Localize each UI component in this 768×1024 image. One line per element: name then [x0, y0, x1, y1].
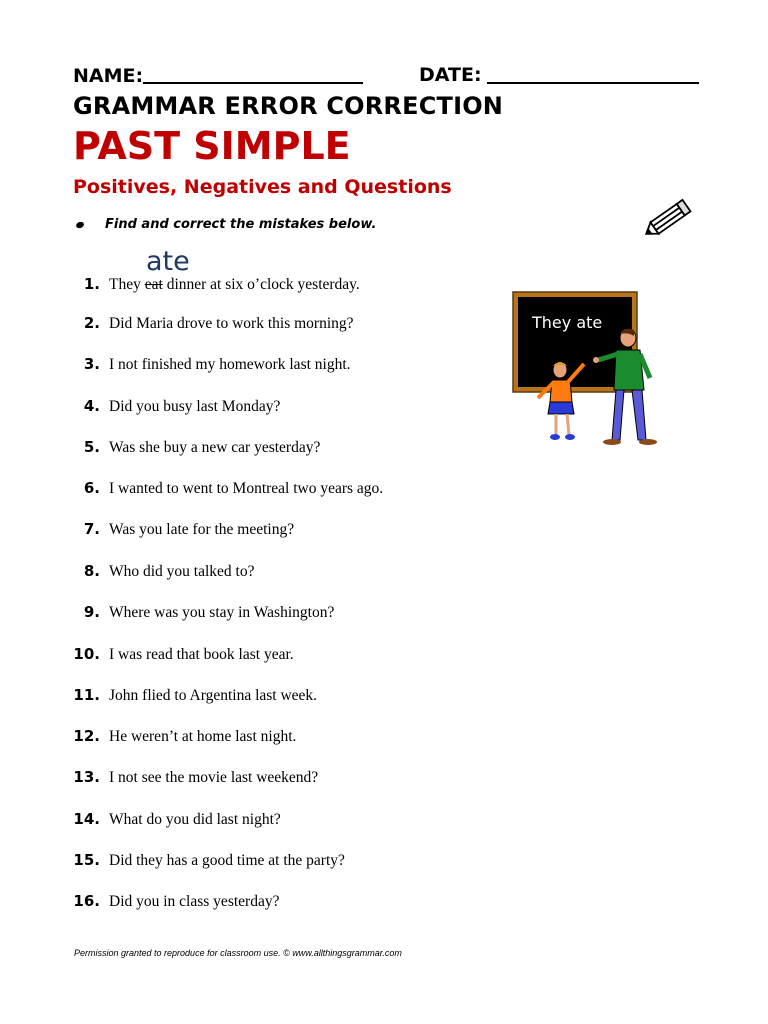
list-item: [70, 645, 294, 669]
list-item: [70, 520, 294, 544]
question-number: 4.: [83, 397, 100, 415]
section-heading: Positives, Negatives and Questions: [73, 176, 452, 198]
question-number: 10.: [73, 645, 100, 663]
worksheet-subtitle: PAST SIMPLE: [73, 124, 351, 168]
list-item: [70, 768, 318, 792]
header-fields: [73, 64, 703, 87]
question-number: 6.: [83, 479, 100, 497]
struck-word: eat: [144, 276, 163, 293]
list-item: [70, 397, 280, 421]
question-text: I not finished my homework last night.: [109, 356, 351, 373]
question-text: I wanted to went to Montreal two years ago.: [109, 480, 384, 497]
question-text: Was you late for the meeting?: [109, 521, 295, 538]
date-label: DATE:: [419, 64, 482, 86]
question-number: 2.: [83, 314, 100, 332]
example-after: dinner at six o’clock yesterday.: [162, 276, 360, 293]
question-text: Did you busy last Monday?: [109, 398, 281, 415]
question-number: 8.: [83, 562, 100, 580]
question-number: 5.: [83, 438, 100, 456]
instruction-text: Find and correct the mistakes below.: [105, 217, 377, 232]
worksheet-title: GRAMMAR ERROR CORRECTION: [73, 92, 504, 120]
list-item: [70, 810, 281, 834]
list-item: [70, 727, 296, 751]
list-item: [70, 851, 345, 875]
question-number: 9.: [83, 603, 100, 621]
list-item: [70, 892, 279, 916]
name-label: NAME:: [73, 65, 144, 87]
question-text: I not see the movie last weekend?: [109, 769, 319, 786]
question-number: 16.: [73, 892, 100, 910]
question-text: Did you in class yesterday?: [109, 893, 280, 910]
question-number: 12.: [73, 727, 100, 745]
list-item: [70, 438, 320, 462]
footer-permission: Permission granted to reproduce for classroom use. © www.allthingsgrammar.com: [74, 948, 402, 958]
list-item: [70, 355, 351, 379]
date-blank-line: [487, 64, 699, 84]
question-text: John flied to Argentina last week.: [109, 687, 318, 704]
question-number: 14.: [73, 810, 100, 828]
list-item: [70, 603, 334, 627]
list-item: [70, 275, 360, 299]
list-item: [70, 479, 383, 503]
question-number: 15.: [73, 851, 100, 869]
question-text: What do you did last night?: [109, 811, 281, 828]
example-before: They: [109, 276, 145, 293]
question-text: Did Maria drove to work this morning?: [109, 315, 354, 332]
question-number: 3.: [83, 355, 100, 373]
bullet-icon: [75, 221, 85, 229]
question-text: I was read that book last year.: [109, 646, 294, 663]
pencil-icon: [636, 196, 696, 244]
question-number: 1.: [83, 275, 100, 293]
question-text: Where was you stay in Washington?: [109, 604, 335, 621]
question-text: He weren’t at home last night.: [109, 728, 297, 745]
question-number: 11.: [73, 686, 100, 704]
list-item: [70, 686, 317, 710]
example-correction: ate: [146, 246, 190, 277]
question-text: [109, 276, 360, 294]
list-item: [70, 562, 255, 586]
name-blank-line: [143, 64, 363, 84]
question-number: 13.: [73, 768, 100, 786]
blackboard-text: They ate: [532, 313, 603, 332]
question-number: 7.: [83, 520, 100, 538]
teacher-and-student-icon: [512, 290, 662, 455]
list-item: [70, 314, 354, 338]
question-text: Did they has a good time at the party?: [109, 852, 345, 869]
question-text: Was she buy a new car yesterday?: [109, 439, 321, 456]
question-text: Who did you talked to?: [109, 563, 255, 580]
